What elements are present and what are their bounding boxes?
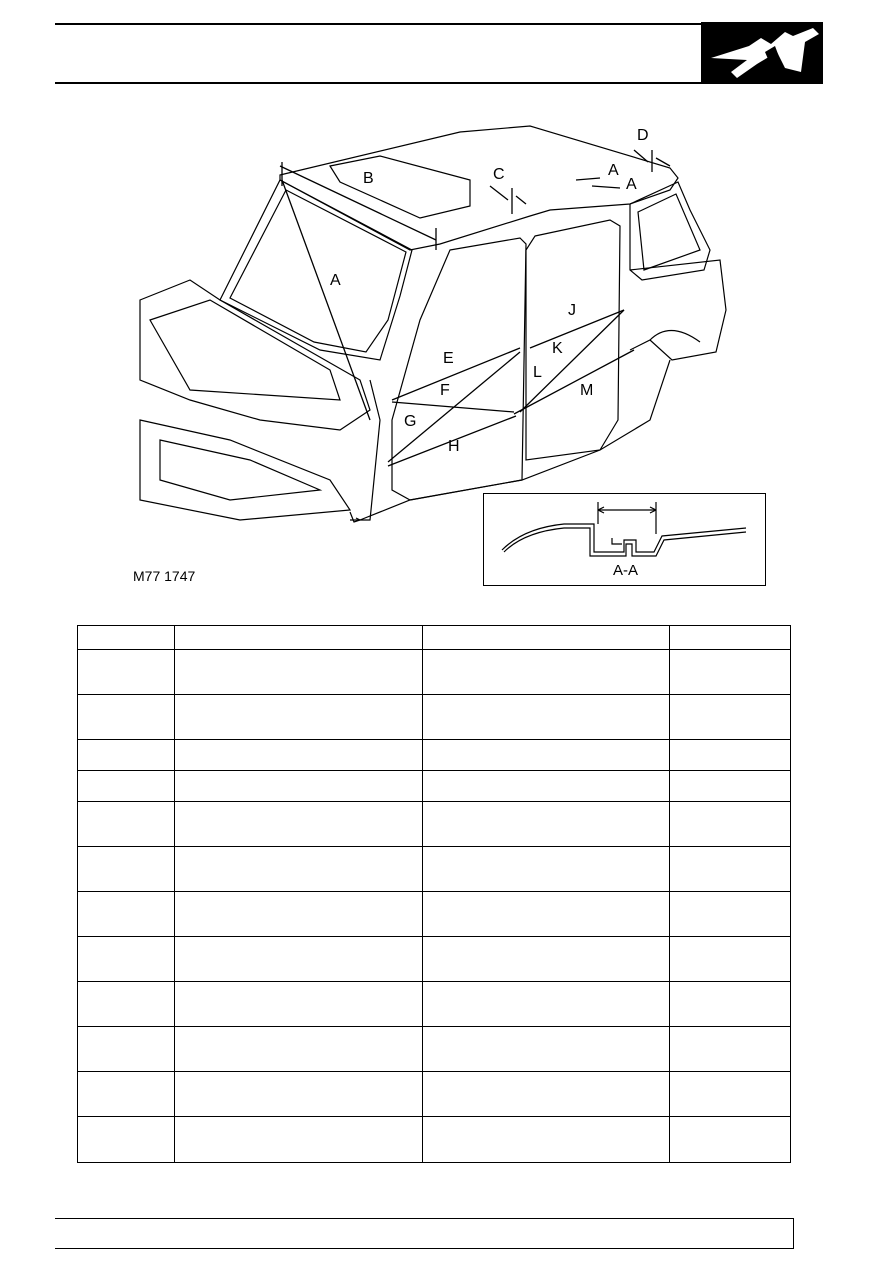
table-cell — [78, 802, 175, 847]
table-cell — [423, 1072, 670, 1117]
section-logo-icon — [701, 22, 823, 84]
table-cell — [78, 1117, 175, 1163]
callout-j: J — [568, 302, 576, 319]
table-cell — [175, 626, 423, 650]
callout-b: B — [363, 170, 374, 187]
table-cell — [423, 1117, 670, 1163]
callout-k: K — [552, 340, 563, 357]
table-row — [78, 695, 791, 740]
dimensions-table — [77, 625, 791, 1163]
table-cell — [175, 937, 423, 982]
callout-g: G — [404, 413, 417, 430]
table-cell — [175, 892, 423, 937]
table-row — [78, 982, 791, 1027]
table-cell — [423, 1027, 670, 1072]
table-cell — [670, 982, 791, 1027]
table-cell — [423, 740, 670, 771]
table-cell — [78, 650, 175, 695]
table-cell — [670, 937, 791, 982]
callout-e: E — [443, 350, 454, 367]
table-row — [78, 626, 791, 650]
table-cell — [78, 982, 175, 1027]
figure-reference: M77 1747 — [133, 568, 196, 584]
table-cell — [175, 847, 423, 892]
table-cell — [423, 937, 670, 982]
table-cell — [423, 695, 670, 740]
table-row — [78, 802, 791, 847]
table-cell — [175, 802, 423, 847]
table-cell — [670, 740, 791, 771]
table-cell — [670, 771, 791, 802]
table-row — [78, 1117, 791, 1163]
table-cell — [78, 771, 175, 802]
table-cell — [670, 626, 791, 650]
callout-a-roof-1: A — [608, 162, 619, 179]
table-cell — [670, 802, 791, 847]
table-row — [78, 771, 791, 802]
callout-c: C — [493, 166, 505, 183]
table-cell — [670, 847, 791, 892]
callout-d: D — [637, 127, 649, 144]
table-cell — [670, 1117, 791, 1163]
table-cell — [78, 1027, 175, 1072]
table-cell — [175, 1117, 423, 1163]
table-cell — [670, 650, 791, 695]
table-cell — [423, 650, 670, 695]
table-cell — [670, 1027, 791, 1072]
table-cell — [78, 892, 175, 937]
table-cell — [78, 937, 175, 982]
table-cell — [78, 626, 175, 650]
table-row — [78, 740, 791, 771]
callout-a-roof-2: A — [626, 176, 637, 193]
table-cell — [78, 1072, 175, 1117]
table-cell — [423, 847, 670, 892]
table-cell — [175, 1027, 423, 1072]
table-cell — [423, 892, 670, 937]
table-cell — [423, 802, 670, 847]
table-row — [78, 1027, 791, 1072]
table-row — [78, 650, 791, 695]
table-cell — [423, 771, 670, 802]
callout-h: H — [448, 438, 460, 455]
table-row — [78, 937, 791, 982]
table-cell — [175, 650, 423, 695]
table-cell — [175, 982, 423, 1027]
table-cell — [670, 1072, 791, 1117]
callout-l: L — [533, 364, 542, 381]
table-cell — [175, 1072, 423, 1117]
callout-a-windscreen: A — [330, 272, 341, 289]
table-cell — [78, 740, 175, 771]
table-cell — [175, 771, 423, 802]
table-row — [78, 1072, 791, 1117]
table-cell — [78, 847, 175, 892]
callout-f: F — [440, 382, 450, 399]
section-label: A-A — [613, 562, 639, 579]
page-footer-box — [55, 1218, 794, 1249]
table-cell — [670, 695, 791, 740]
callout-m: M — [580, 382, 594, 399]
table-row — [78, 847, 791, 892]
table-cell — [670, 892, 791, 937]
table-cell — [78, 695, 175, 740]
table-cell — [175, 695, 423, 740]
table-cell — [423, 982, 670, 1027]
table-row — [78, 892, 791, 937]
table-cell — [423, 626, 670, 650]
table-cell — [175, 740, 423, 771]
